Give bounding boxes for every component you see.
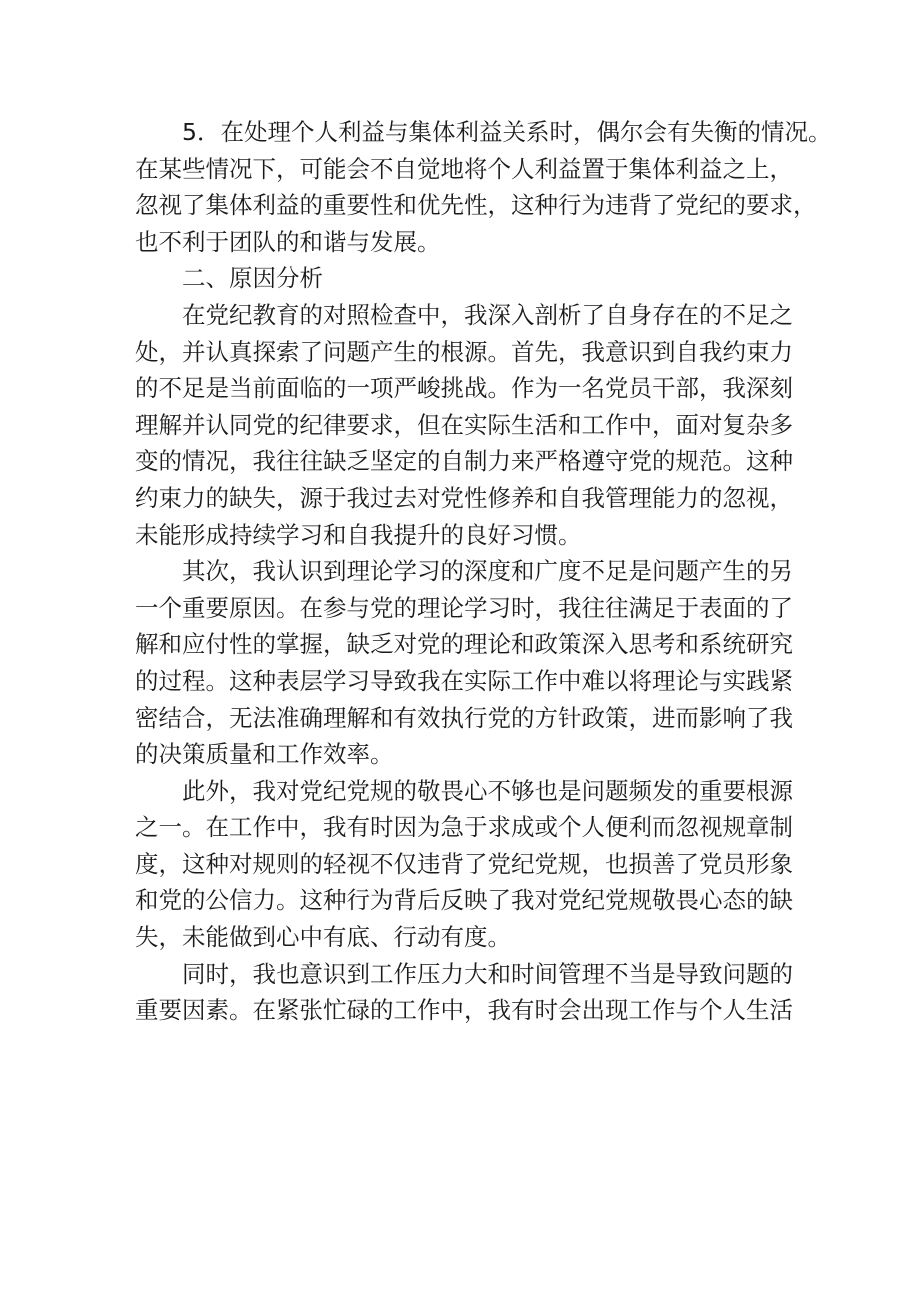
paragraph-line: 之一。在工作中，我有时因为急于求成或个人便利而忽视规章制 xyxy=(135,813,793,842)
section-heading: 二、原因分析 xyxy=(182,264,323,293)
paragraph-line: 同时，我也意识到工作压力大和时间管理不当是导致问题的 xyxy=(182,959,793,988)
paragraph-5 xyxy=(135,114,832,260)
paragraph-cause-4 xyxy=(135,956,795,1029)
paragraph-line: 理解并认同党的纪律要求，但在实际生活和工作中，面对复杂多 xyxy=(135,410,793,439)
paragraph-line: 处，并认真探索了问题产生的根源。首先，我意识到自我约束力 xyxy=(135,337,793,366)
paragraph-line: 解和应付性的掌握，缺乏对党的理论和政策深入思考和系统研究 xyxy=(135,630,793,659)
paragraph-cause-2 xyxy=(135,553,795,773)
document-page xyxy=(135,114,832,1029)
paragraph-line: 约束力的缺失，源于我过去对党性修养和自我管理能力的忽视， xyxy=(135,483,793,512)
paragraph-line: 重要因素。在紧张忙碌的工作中，我有时会出现工作与个人生活 xyxy=(135,996,793,1025)
paragraph-line: 度，这种对规则的轻视不仅违背了党纪党规，也损善了党员形象 xyxy=(135,849,793,878)
paragraph-line: 失，未能做到心中有底、行动有度。 xyxy=(135,923,511,952)
paragraph-line: 也不利于团队的和谐与发展。 xyxy=(135,227,441,256)
paragraph-line: 5．在处理个人利益与集体利益关系时，偶尔会有失衡的情况。 xyxy=(182,118,832,146)
paragraph-line: 在党纪教育的对照检查中，我深入剖析了自身存在的不足之 xyxy=(182,300,793,329)
paragraph-line: 的不足是当前面临的一项严峻挑战。作为一名党员干部，我深刻 xyxy=(135,374,793,403)
paragraph-cause-3 xyxy=(135,773,795,956)
paragraph-line: 未能形成持续学习和自我提升的良好习惯。 xyxy=(135,520,582,549)
paragraph-line: 变的情况，我往往缺乏坚定的自制力来严格遵守党的规范。这种 xyxy=(135,447,793,476)
paragraph-line: 其次，我认识到理论学习的深度和广度不足是问题产生的另 xyxy=(182,557,793,586)
paragraph-line: 密结合，无法准确理解和有效执行党的方针政策，进而影响了我 xyxy=(135,703,793,732)
paragraph-line: 忽视了集体利益的重要性和优先性，这种行为违背了党纪的要求， xyxy=(135,191,817,220)
paragraph-cause-1 xyxy=(135,297,795,553)
paragraph-line: 和党的公信力。这种行为背后反映了我对党纪党规敬畏心态的缺 xyxy=(135,886,793,915)
paragraph-line: 在某些情况下，可能会不自觉地将个人利益置于集体利益之上， xyxy=(135,154,793,183)
paragraph-line: 一个重要原因。在参与党的理论学习时，我往往满足于表面的了 xyxy=(135,593,793,622)
paragraph-line: 的过程。这种表层学习导致我在实际工作中难以将理论与实践紧 xyxy=(135,666,793,695)
paragraph-line: 的决策质量和工作效率。 xyxy=(135,740,394,769)
paragraph-line: 此外，我对党纪党规的敬畏心不够也是问题频发的重要根源 xyxy=(182,776,793,805)
